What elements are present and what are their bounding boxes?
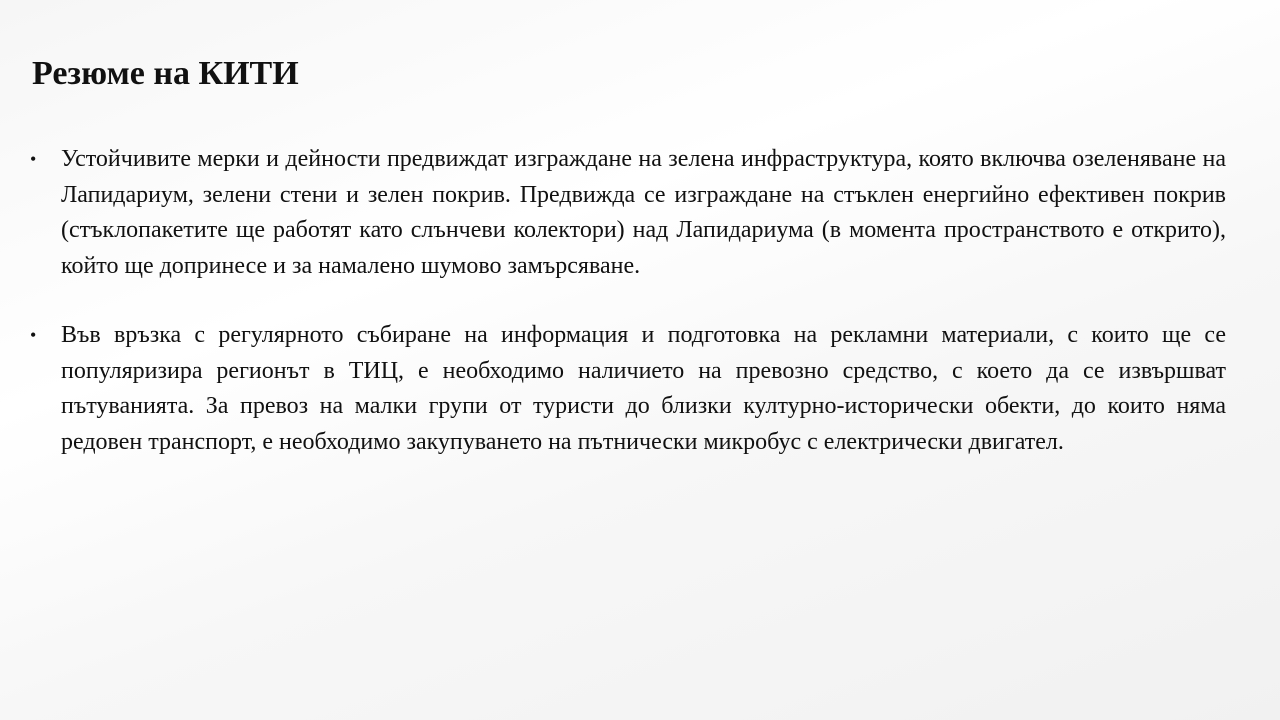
bullet-text: Устойчивите мерки и дейности предвиждат изграждане на зелена инфраструктура, която включва озеленяване на Лапидариум, зелени стени и зелен покрив. Предвижда се изграждане на стъклен енергийно ефективен покрив (стъклопакетите ще работят като слънчеви колектори) над Лапидариума (в момента пространството е открито), който ще допринесе и за намалено шумово замърсяване. xyxy=(61,146,1226,279)
bullet-text: Във връзка с регулярното събиране на информация и подготовка на рекламни материали, с които ще се популяризира регионът в ТИЦ, е необходимо наличието на превозно средство, с което да се извършват пътуванията. За превоз на малки групи от туристи до близки културно-исторически обекти, до които няма редовен транспорт, е необходимо закупуването на пътнически микробус с електрически двигател. xyxy=(61,322,1226,455)
bullet-dot-icon: • xyxy=(30,325,37,345)
bullet-item xyxy=(0,318,1280,460)
bullet-list xyxy=(0,142,1280,494)
slide-title: Резюме на КИТИ xyxy=(32,55,299,92)
bullet-dot-icon: • xyxy=(30,149,37,169)
bullet-item xyxy=(0,142,1280,284)
